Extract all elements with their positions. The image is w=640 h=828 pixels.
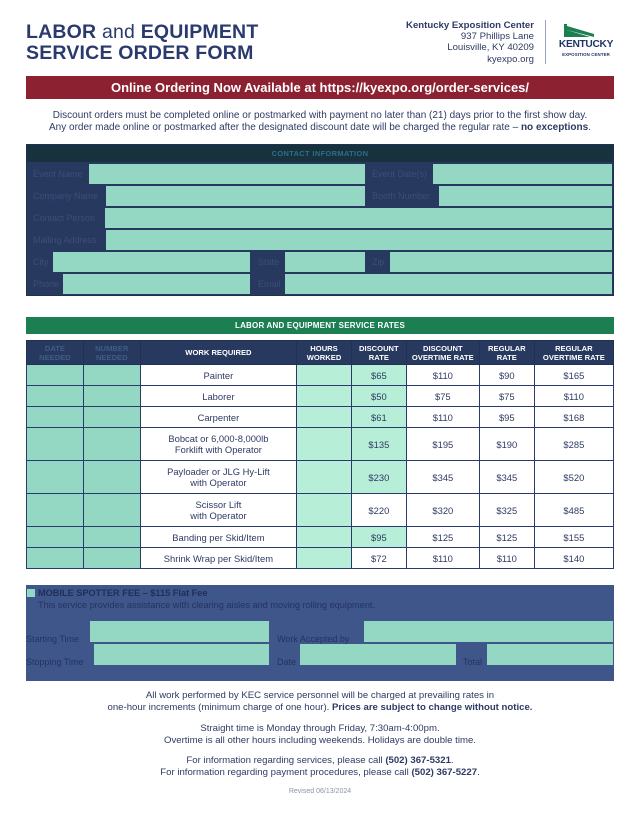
- discount-overtime-rate-cell: $110: [406, 365, 479, 386]
- phone-field[interactable]: [63, 274, 250, 294]
- company-name-field[interactable]: [106, 186, 365, 206]
- mobile-spotter-title: MOBILE SPOTTER FEE – $115 Flat Fee: [38, 588, 208, 598]
- work-line-1: Shrink Wrap per Skid/Item: [163, 552, 274, 564]
- work-required-cell: [140, 461, 296, 494]
- city-field[interactable]: [53, 252, 250, 272]
- work-required-cell: [140, 527, 296, 548]
- work-line-1: Bobcat or 6,000-8,000lb: [168, 433, 269, 444]
- discount-overtime-rate-cell: $75: [406, 386, 479, 407]
- work-line-1: Painter: [203, 369, 234, 381]
- state-field[interactable]: [285, 252, 365, 272]
- online-ordering-banner[interactable]: Online Ordering Now Available at https://kyexpo.org/order-services/: [26, 76, 614, 99]
- discount-rate-cell: $135: [351, 428, 406, 461]
- col-discount-rate: DISCOUNT RATE: [351, 341, 406, 365]
- total-field[interactable]: [487, 644, 613, 665]
- regular-overtime-rate-cell: $155: [534, 527, 613, 548]
- discount-overtime-rate-cell: $110: [406, 407, 479, 428]
- rate-row: [27, 428, 614, 461]
- title-word-and: and: [101, 21, 136, 43]
- revised-date: Revised 06/13/2024: [288, 788, 352, 795]
- logo-word: KENTUCKY: [558, 39, 614, 50]
- contact-person-field[interactable]: [105, 208, 612, 228]
- address-org: Kentucky Exposition Center: [406, 20, 534, 31]
- rate-row: [27, 494, 614, 527]
- regular-overtime-rate-cell: $520: [534, 461, 613, 494]
- rates-heading: LABOR AND EQUIPMENT SERVICE RATES: [26, 317, 614, 334]
- address-street: 937 Phillips Lane: [460, 31, 534, 43]
- no-exceptions: no exceptions: [520, 122, 589, 133]
- event-name-field[interactable]: [89, 164, 365, 184]
- work-line-1: Scissor Lift: [195, 499, 242, 510]
- regular-rate-cell: $110: [479, 548, 534, 569]
- rate-row: [27, 527, 614, 548]
- regular-rate-cell: $345: [479, 461, 534, 494]
- work-accepted-by-label: Work Accepted by: [277, 634, 350, 644]
- date-needed-cell[interactable]: [27, 527, 84, 548]
- stopping-time-field[interactable]: [94, 644, 269, 665]
- discount-overtime-rate-cell: $195: [406, 428, 479, 461]
- work-line-2: with Operator: [190, 477, 247, 488]
- col-regular-overtime-rate: REGULAR OVERTIME RATE: [534, 341, 613, 365]
- work-line-2: Forklift with Operator: [174, 444, 262, 455]
- footer-period-1: .: [450, 755, 454, 766]
- number-needed-cell[interactable]: [83, 548, 140, 569]
- footer-hours: [26, 723, 614, 747]
- discount-line-2-text: Any order made online or postmarked after the designated discount date will be charged the regular rate –: [49, 122, 519, 133]
- discount-overtime-rate-cell: $125: [406, 527, 479, 548]
- title-line-2: SERVICE ORDER FORM: [26, 42, 254, 64]
- state-label: State: [253, 252, 285, 272]
- regular-rate-cell: $90: [479, 365, 534, 386]
- company-name-label: Company Name: [28, 186, 104, 206]
- discount-line-2-end: .: [588, 122, 591, 133]
- work-line-1: Carpenter: [197, 411, 240, 423]
- stopping-time-label: Stopping Time: [26, 657, 84, 667]
- contact-information-section: [26, 144, 614, 296]
- col-date-needed: DATE NEEDED: [27, 341, 84, 365]
- regular-rate-cell: $95: [479, 407, 534, 428]
- services-phone[interactable]: (502) 367-5321: [385, 755, 451, 766]
- mobile-spotter-description: This service provides assistance with clearing aisles and moving rolling equipment.: [38, 600, 376, 610]
- zip-label: Zip: [367, 252, 389, 272]
- footer-period-2: .: [477, 767, 480, 778]
- hours-worked-cell[interactable]: [297, 548, 352, 569]
- event-name-label: Event Name: [28, 164, 88, 184]
- hours-worked-cell[interactable]: [297, 428, 352, 461]
- date-needed-cell[interactable]: [27, 428, 84, 461]
- total-label: Total: [463, 657, 483, 667]
- footer-p2-line1: Straight time is Monday through Friday, 7:30am-4:00pm.: [200, 723, 440, 734]
- discount-notice: [26, 110, 614, 134]
- hours-worked-cell[interactable]: [297, 494, 352, 527]
- regular-overtime-rate-cell: $285: [534, 428, 613, 461]
- number-needed-cell[interactable]: [83, 386, 140, 407]
- footer-p3-line1: [26, 755, 614, 767]
- work-required-cell: [140, 407, 296, 428]
- col-number-needed: NUMBER NEEDED: [83, 341, 140, 365]
- discount-rate-cell: $95: [351, 527, 406, 548]
- work-required-cell: [140, 494, 296, 527]
- work-line-1: Payloader or JLG Hy-Lift: [167, 466, 270, 477]
- discount-overtime-rate-cell: $110: [406, 548, 479, 569]
- footer-payment-text: For information regarding payment procedures, please call: [160, 767, 409, 778]
- discount-rate-cell: $65: [351, 365, 406, 386]
- footer-p2-line2: Overtime is all other hours including weekends. Holidays are double time.: [164, 735, 476, 746]
- rate-row: [27, 548, 614, 569]
- address-web: kyexpo.org: [487, 53, 534, 65]
- date-needed-cell[interactable]: [27, 407, 84, 428]
- kentucky-mark-icon: [554, 22, 618, 40]
- footer-p1-line2: [26, 702, 614, 714]
- email-label: Email: [253, 274, 283, 294]
- hours-worked-cell[interactable]: [297, 527, 352, 548]
- kec-logo: [554, 22, 618, 62]
- discount-overtime-rate-cell: $320: [406, 494, 479, 527]
- date-needed-cell[interactable]: [27, 494, 84, 527]
- date-needed-cell[interactable]: [27, 365, 84, 386]
- mailing-address-field[interactable]: [106, 230, 612, 250]
- rate-row: [27, 461, 614, 494]
- regular-rate-cell: $75: [479, 386, 534, 407]
- footer-p1-line1: All work performed by KEC service personnel will be charged at prevailing rates in: [145, 690, 495, 701]
- starting-time-field[interactable]: [90, 621, 269, 642]
- work-accepted-by-field[interactable]: [364, 621, 613, 642]
- mailing-address-label: Mailing Address: [28, 230, 105, 250]
- city-label: City: [28, 252, 52, 272]
- work-required-cell: [140, 365, 296, 386]
- rates-header-row: [27, 341, 614, 365]
- regular-overtime-rate-cell: $485: [534, 494, 613, 527]
- col-work-required: WORK REQUIRED: [140, 341, 296, 365]
- regular-rate-cell: $190: [479, 428, 534, 461]
- logo-subtitle: EXPOSITION CENTER: [562, 52, 610, 57]
- mobile-spotter-section: [26, 585, 614, 681]
- rate-row: [27, 386, 614, 407]
- form-title: [26, 22, 258, 64]
- discount-rate-cell: $72: [351, 548, 406, 569]
- rate-row: [27, 407, 614, 428]
- starting-time-label: Starting Time: [26, 634, 80, 644]
- contact-person-label: Contact Person: [28, 208, 104, 228]
- zip-field[interactable]: [390, 252, 612, 272]
- regular-overtime-rate-cell: $165: [534, 365, 613, 386]
- booth-number-label: Booth Number: [367, 186, 437, 206]
- discount-overtime-rate-cell: $345: [406, 461, 479, 494]
- payment-phone[interactable]: (502) 367-5227: [411, 767, 478, 778]
- regular-rate-cell: $125: [479, 527, 534, 548]
- address-block: [406, 20, 534, 65]
- regular-overtime-rate-cell: $168: [534, 407, 613, 428]
- regular-overtime-rate-cell: $110: [534, 386, 613, 407]
- footer-prices-notice: Prices are subject to change without notice.: [332, 702, 533, 713]
- number-needed-cell[interactable]: [83, 527, 140, 548]
- rate-row: [27, 365, 614, 386]
- footer-contact-info: [26, 755, 614, 779]
- booth-number-field[interactable]: [439, 186, 612, 206]
- regular-rate-cell: $325: [479, 494, 534, 527]
- discount-rate-cell: $50: [351, 386, 406, 407]
- date-needed-cell[interactable]: [27, 548, 84, 569]
- col-regular-rate: REGULAR RATE: [479, 341, 534, 365]
- phone-label: Phone: [28, 274, 62, 294]
- contact-heading: CONTACT INFORMATION: [27, 145, 613, 162]
- hours-worked-cell[interactable]: [297, 461, 352, 494]
- hours-worked-cell[interactable]: [297, 365, 352, 386]
- discount-rate-cell: $230: [351, 461, 406, 494]
- discount-rate-cell: $61: [351, 407, 406, 428]
- work-line-1: Laborer: [202, 390, 235, 402]
- regular-overtime-rate-cell: $140: [534, 548, 613, 569]
- col-discount-overtime-rate: DISCOUNT OVERTIME RATE: [406, 341, 479, 365]
- email-field[interactable]: [285, 274, 612, 294]
- event-dates-field[interactable]: [433, 164, 612, 184]
- number-needed-cell[interactable]: [83, 461, 140, 494]
- address-city: Louisville, KY 40209: [447, 42, 534, 54]
- number-needed-cell[interactable]: [83, 407, 140, 428]
- date-needed-cell[interactable]: [27, 461, 84, 494]
- date-label: Date: [277, 657, 297, 667]
- hours-worked-cell[interactable]: [297, 407, 352, 428]
- footer-p3-line2: [26, 767, 614, 779]
- number-needed-cell[interactable]: [83, 494, 140, 527]
- work-required-cell: [140, 548, 296, 569]
- work-line-1: Banding per Skid/Item: [172, 531, 265, 543]
- rates-table: [26, 340, 614, 569]
- title-word-equipment: EQUIPMENT: [140, 21, 259, 43]
- footer-p1-line2-text: one-hour increments (minimum charge of one hour).: [107, 702, 330, 713]
- discount-line-2: [26, 122, 614, 134]
- date-field[interactable]: [300, 644, 456, 665]
- footer-prevailing-rates: [26, 690, 614, 714]
- logo-divider: [545, 20, 546, 64]
- discount-rate-cell: $220: [351, 494, 406, 527]
- work-required-cell: [140, 428, 296, 461]
- work-line-2: with Operator: [190, 510, 247, 521]
- discount-line-1: Discount orders must be completed online or postmarked with payment no later than (21) days prior to the first show day.: [52, 110, 588, 121]
- hours-worked-cell[interactable]: [297, 386, 352, 407]
- number-needed-cell[interactable]: [83, 428, 140, 461]
- footer-services-text: For information regarding services, please call: [186, 755, 383, 766]
- event-dates-label: Event Date(s): [367, 164, 431, 184]
- date-needed-cell[interactable]: [27, 386, 84, 407]
- mobile-spotter-checkbox[interactable]: [27, 589, 35, 597]
- number-needed-cell[interactable]: [83, 365, 140, 386]
- title-word-labor: LABOR: [26, 21, 97, 43]
- work-required-cell: [140, 386, 296, 407]
- col-hours-worked: HOURS WORKED: [297, 341, 352, 365]
